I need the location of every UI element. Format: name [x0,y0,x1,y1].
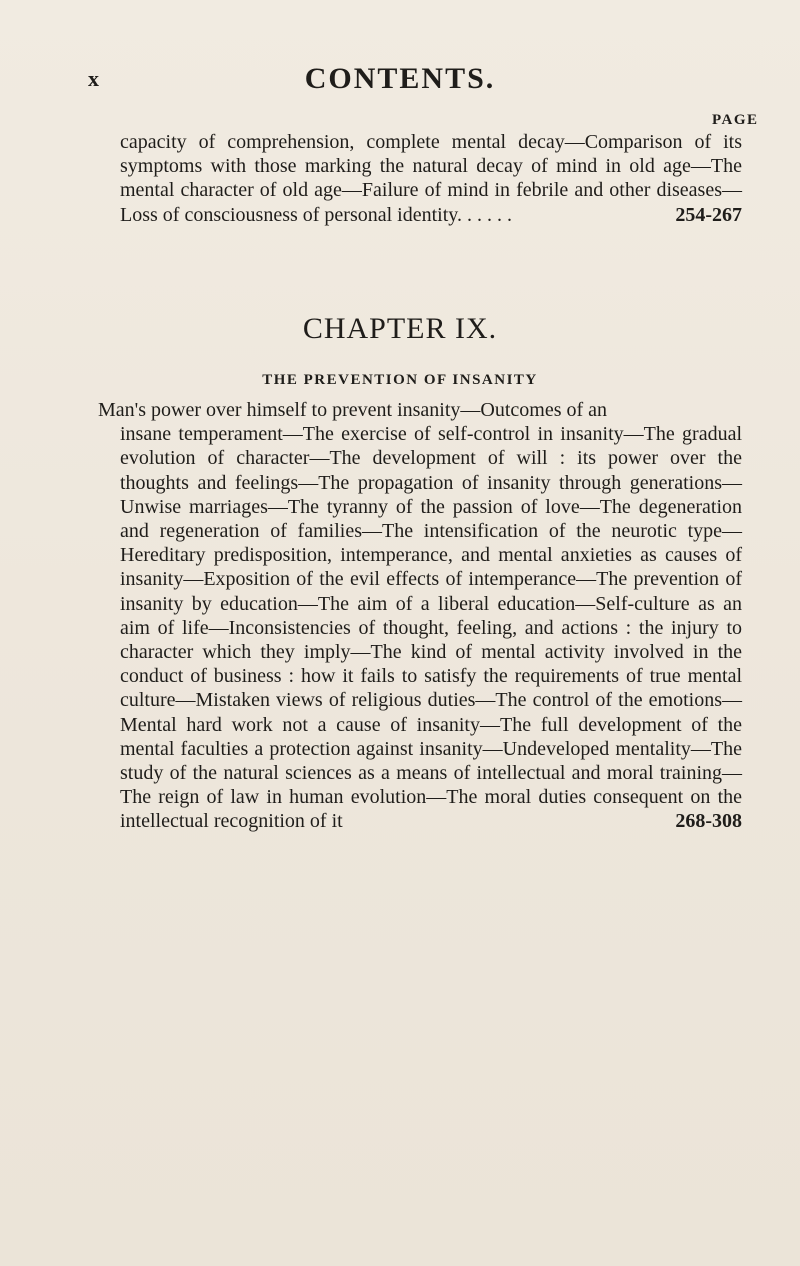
contents-entry [120,130,742,227]
chapter-summary [98,398,742,834]
summary-first-line: Man's power over himself to prevent insanity—Outcomes of an [98,399,608,421]
summary-text: insane temperament—The exercise of self-control in insanity—The gradual evolution of character—The development of will : its power over the thoughts and feelings—The propagation of insanity through generations—Unwise marriages—The tyranny of the passion of love—The degeneration and regeneration of families—The intensification of the neurotic type—Hereditary predisposition, intemperance, and mental anxieties as causes of insanity—Exposition of the evil effects of intemperance—The prevention of insanity by education—The aim of a liberal education—Self-culture as an aim of life—Inconsistencies of thought, feeling, and actions : the injury to character which they imply—The kind of mental activity involved in the conduct of business : how it fails to satisfy the requirements of true mental culture—Mistaken views of religious duties—The control of the emotions—Mental hard work not a cause of insanity—The full development of the mental faculties a protection against insanity—Undeveloped mentality—The study of the natural sciences as a means of intellectual and moral training—The reign of law in human evolution—The moral duties consequent on the intellectual recognition of it [120,423,742,833]
chapter-title: THE PREVENTION OF INSANITY [262,372,538,388]
entry-page-range: 254-267 [675,203,742,226]
page-column-label: PAGE [712,112,759,128]
running-head: CONTENTS. [304,62,496,95]
summary-body [98,422,742,833]
chapter-heading: CHAPTER IX. [302,312,498,345]
page-header [0,60,800,100]
chapter-page-range: 268-308 [675,810,742,833]
page-folio: x [88,66,99,91]
entry-text: capacity of comprehension, complete mental decay—Comparison of its symptoms with those marking the natural decay of mind in old age—The mental character of old age—Failure of mind in febrile and other diseases—Loss of consciousness of personal identity. . . . . . [120,131,742,226]
